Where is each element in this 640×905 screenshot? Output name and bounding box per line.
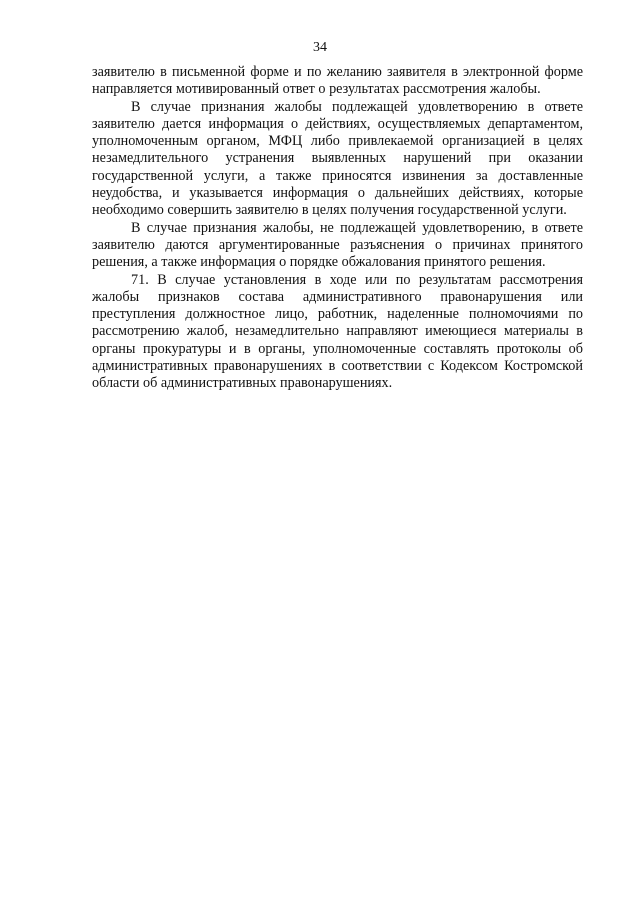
paragraph-complaint-rejected: В случае признания жалобы, не подлежащей удовлетворению, в ответе заявителю даются аргументированные разъяснения о причинах принятого решения, а также информация о порядке обжалования принятого решения.: [92, 219, 583, 271]
paragraph-continuation: заявителю в письменной форме и по желанию заявителя в электронной форме направляется мотивированный ответ о результатах рассмотрения жалобы.: [92, 64, 583, 98]
document-body: [92, 64, 583, 393]
page-number: 34: [313, 40, 327, 55]
paragraph-complaint-satisfied: В случае признания жалобы подлежащей удовлетворению в ответе заявителю дается информация о действиях, осуществляемых департаментом, уполномоченным органом, МФЦ либо привлекаемой организацией в целях незамедлительного устранения выявленных нарушений при оказании государственной услуги, а также приносятся извинения за доставленные неудобства, и указывается информация о дальнейших действиях, которые необходимо совершить заявителю в целях получения государственной услуги.: [92, 98, 583, 219]
paragraph-item-71: 71. В случае установления в ходе или по результатам рассмотрения жалобы признаков состава административного правонарушения или преступления должностное лицо, работник, наделенные полномочиями по рассмотрению жалоб, незамедлительно направляют имеющиеся материалы в органы прокуратуры и в органы, уполномоченные составлять протоколы об административных правонарушениях в соответствии с Кодексом Костромской области об административных правонарушениях.: [92, 271, 583, 392]
